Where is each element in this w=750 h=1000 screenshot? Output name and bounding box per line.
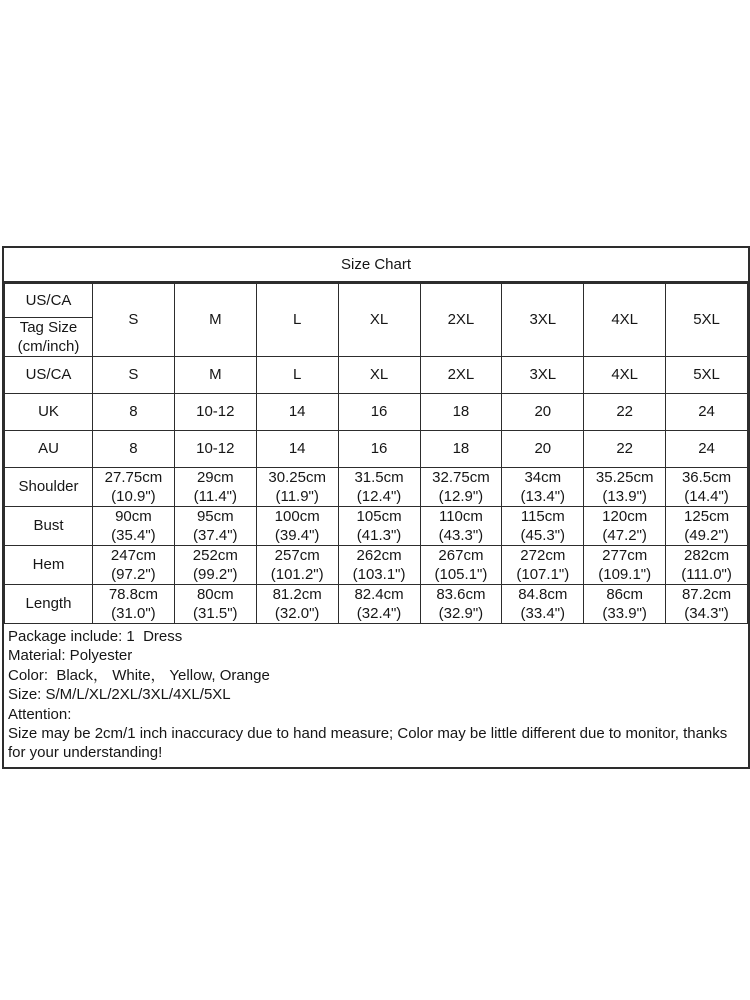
- measurement-cell: 120cm (47.2"): [584, 507, 666, 546]
- size-cell: 10-12: [174, 431, 256, 468]
- row-label: US/CA: [5, 357, 93, 394]
- size-column-header-s: S: [93, 284, 175, 357]
- table-row-length: [5, 585, 748, 624]
- size-chart-panel: [2, 246, 750, 769]
- measurement-cell: 95cm (37.4"): [174, 507, 256, 546]
- measurement-cell: 32.75cm (12.9"): [420, 468, 502, 507]
- measurement-cell: 31.5cm (12.4"): [338, 468, 420, 507]
- measurement-cell: 35.25cm (13.9"): [584, 468, 666, 507]
- size-column-header-5xl: 5XL: [666, 284, 748, 357]
- size-column-header-2xl: 2XL: [420, 284, 502, 357]
- size-cell: 22: [584, 431, 666, 468]
- note-disclaimer: Size may be 2cm/1 inch inaccuracy due to hand measure; Color may be little different due to monitor, thanks for your understanding!: [8, 725, 732, 762]
- row-label: Length: [5, 585, 93, 624]
- size-cell: 16: [338, 431, 420, 468]
- size-cell: 20: [502, 394, 584, 431]
- size-cell: 3XL: [502, 357, 584, 394]
- measurement-cell: 100cm (39.4"): [256, 507, 338, 546]
- measurement-cell: 81.2cm (32.0"): [256, 585, 338, 624]
- size-column-header-xl: XL: [338, 284, 420, 357]
- size-cell: 2XL: [420, 357, 502, 394]
- row-label: Hem: [5, 546, 93, 585]
- size-cell: 14: [256, 431, 338, 468]
- measurement-cell: 282cm (111.0"): [666, 546, 748, 585]
- measurement-cell: 277cm (109.1"): [584, 546, 666, 585]
- header-row-top: [5, 284, 748, 318]
- size-cell: L: [256, 357, 338, 394]
- measurement-cell: 30.25cm (11.9"): [256, 468, 338, 507]
- header-us-ca-label: US/CA: [5, 284, 93, 318]
- table-row-bust: [5, 507, 748, 546]
- note-color: Color: Black， White， Yellow, Orange: [8, 666, 270, 684]
- note-material: Material: Polyester: [8, 647, 133, 665]
- size-cell: 24: [666, 431, 748, 468]
- measurement-cell: 27.75cm (10.9"): [93, 468, 175, 507]
- measurement-cell: 80cm (31.5"): [174, 585, 256, 624]
- size-cell: S: [93, 357, 175, 394]
- measurement-cell: 267cm (105.1"): [420, 546, 502, 585]
- measurement-cell: 262cm (103.1"): [338, 546, 420, 585]
- size-column-header-m: M: [174, 284, 256, 357]
- table-row-us-ca: [5, 357, 748, 394]
- size-cell: 4XL: [584, 357, 666, 394]
- measurement-cell: 78.8cm (31.0"): [93, 585, 175, 624]
- measurement-cell: 29cm (11.4"): [174, 468, 256, 507]
- table-row-shoulder: [5, 468, 748, 507]
- measurement-cell: 257cm (101.2"): [256, 546, 338, 585]
- measurement-cell: 272cm (107.1"): [502, 546, 584, 585]
- product-notes: [4, 624, 748, 767]
- measurement-cell: 115cm (45.3"): [502, 507, 584, 546]
- note-package: Package include: 1 Dress: [8, 628, 183, 645]
- measurement-cell: 36.5cm (14.4"): [666, 468, 748, 507]
- measurement-cell: 83.6cm (32.9"): [420, 585, 502, 624]
- measurement-cell: 105cm (41.3"): [338, 507, 420, 546]
- size-chart-title: Size Chart: [4, 248, 748, 283]
- measurement-cell: 82.4cm (32.4"): [338, 585, 420, 624]
- row-label: Bust: [5, 507, 93, 546]
- size-cell: M: [174, 357, 256, 394]
- size-cell: XL: [338, 357, 420, 394]
- measurement-cell: 110cm (43.3"): [420, 507, 502, 546]
- size-cell: 18: [420, 431, 502, 468]
- table-row-au: [5, 431, 748, 468]
- size-cell: 8: [93, 431, 175, 468]
- row-label: AU: [5, 431, 93, 468]
- note-attention: Attention:: [8, 705, 72, 723]
- size-column-header-l: L: [256, 284, 338, 357]
- measurement-cell: 90cm (35.4"): [93, 507, 175, 546]
- size-cell: 16: [338, 394, 420, 431]
- size-cell: 5XL: [666, 357, 748, 394]
- measurement-cell: 247cm (97.2"): [93, 546, 175, 585]
- size-cell: 10-12: [174, 394, 256, 431]
- table-row-hem: [5, 546, 748, 585]
- size-table: [4, 283, 748, 624]
- table-row-uk: [5, 394, 748, 431]
- header-tag-size-label: Tag Size (cm/inch): [5, 318, 93, 357]
- row-label: Shoulder: [5, 468, 93, 507]
- size-cell: 24: [666, 394, 748, 431]
- note-size: Size: S/M/L/XL/2XL/3XL/4XL/5XL: [8, 686, 231, 704]
- size-cell: 18: [420, 394, 502, 431]
- measurement-cell: 34cm (13.4"): [502, 468, 584, 507]
- measurement-cell: 125cm (49.2"): [666, 507, 748, 546]
- measurement-cell: 87.2cm (34.3"): [666, 585, 748, 624]
- size-cell: 8: [93, 394, 175, 431]
- size-cell: 22: [584, 394, 666, 431]
- size-column-header-3xl: 3XL: [502, 284, 584, 357]
- size-cell: 20: [502, 431, 584, 468]
- size-column-header-4xl: 4XL: [584, 284, 666, 357]
- measurement-cell: 252cm (99.2"): [174, 546, 256, 585]
- row-label: UK: [5, 394, 93, 431]
- measurement-cell: 86cm (33.9"): [584, 585, 666, 624]
- measurement-cell: 84.8cm (33.4"): [502, 585, 584, 624]
- size-cell: 14: [256, 394, 338, 431]
